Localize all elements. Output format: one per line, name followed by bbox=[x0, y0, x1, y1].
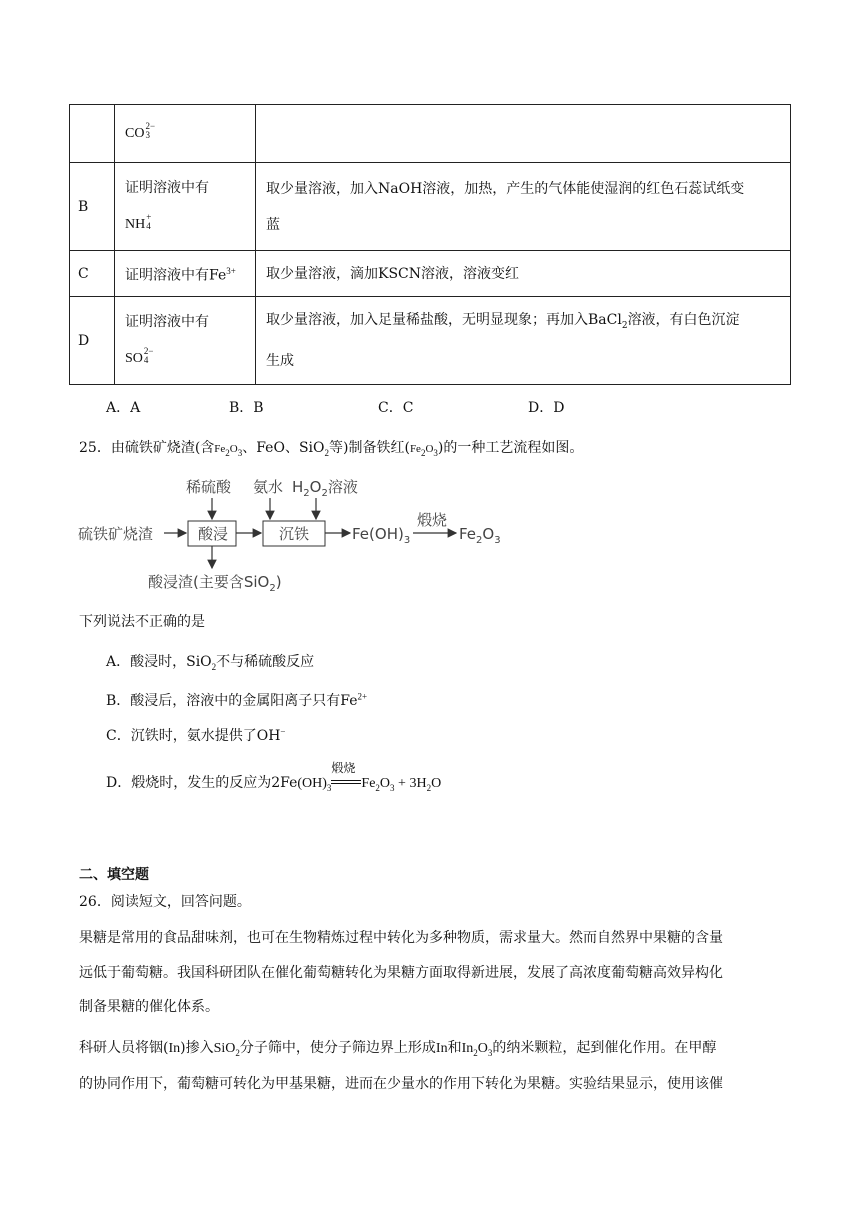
method-text: 取少量溶液，加入NaOH溶液，加热，产生的气体能使湿润的红色石蕊试纸变 bbox=[266, 180, 745, 197]
formula: In bbox=[435, 1041, 448, 1056]
purpose-text: 证明溶液中有Fe bbox=[125, 267, 227, 284]
formula: In bbox=[461, 1041, 474, 1056]
ion-subscript: 4 bbox=[146, 221, 151, 231]
table-row bbox=[70, 105, 791, 163]
subscript: 2 bbox=[420, 447, 426, 458]
flow-reagent-label: 稀硫酸 bbox=[186, 478, 232, 496]
option-d bbox=[106, 761, 442, 793]
choice-b: B．B bbox=[229, 400, 264, 416]
option-cell: B bbox=[70, 163, 115, 251]
subscript: 2 bbox=[225, 447, 230, 458]
options-table bbox=[69, 104, 791, 385]
method-text: 取少量溶液，加入足量稀盐酸，无明显现象；再加入BaCl bbox=[266, 311, 622, 328]
process-flow-diagram bbox=[78, 470, 518, 600]
option-a bbox=[106, 651, 314, 672]
formula: O bbox=[379, 776, 391, 791]
subscript: 2 bbox=[375, 782, 380, 793]
method-text: 溶液，有白色沉淀 bbox=[627, 311, 740, 328]
flow-input-label: 硫铁矿烧渣 bbox=[78, 525, 154, 543]
flow-box-label: 酸浸 bbox=[198, 525, 229, 543]
paragraph-line: 的协同作用下，葡萄糖可转化为甲基果糖，进而在少量水的作用下转化为果糖。实验结果显示，使用该催 bbox=[79, 1076, 723, 1092]
paragraph-line: 制备果糖的催化体系。 bbox=[79, 999, 219, 1015]
ion-subscript: 3 bbox=[145, 130, 150, 140]
option-cell: D bbox=[70, 297, 115, 385]
flow-arrow-label: 煅烧 bbox=[417, 511, 448, 529]
subscript: 3 bbox=[487, 1047, 493, 1058]
ion-formula: NH bbox=[125, 217, 146, 232]
choice-c: C．C bbox=[378, 400, 414, 416]
question-26-stem: 26．阅读短文，回答问题。 bbox=[79, 894, 251, 910]
reaction-condition bbox=[331, 761, 361, 790]
flow-product-label: $Fe_2O_3$ bbox=[459, 525, 501, 546]
ion-subscript: 4 bbox=[143, 355, 149, 365]
formula: Fe bbox=[409, 443, 421, 455]
superscript: − bbox=[280, 726, 286, 737]
formula: Fe bbox=[361, 776, 376, 791]
option-text: B．酸浸后，溶液中的金属阳离子只有Fe bbox=[106, 693, 358, 709]
stem-text: 、FeO、SiO bbox=[242, 440, 325, 456]
formula: O bbox=[425, 443, 434, 455]
flow-reagent-label: 氨水 bbox=[253, 478, 284, 496]
text: )掺入 bbox=[180, 1040, 214, 1056]
ion-charge: 2− bbox=[145, 121, 156, 131]
purpose-cell bbox=[115, 251, 256, 297]
subscript: 3 bbox=[433, 447, 438, 458]
question-prompt: 下列说法不正确的是 bbox=[79, 614, 205, 630]
question-25-stem bbox=[79, 437, 583, 458]
stem-text: 等)制备铁红( bbox=[329, 440, 410, 456]
option-cell: C bbox=[70, 251, 115, 297]
table-row bbox=[70, 163, 791, 251]
section-heading: 二、填空题 bbox=[79, 867, 149, 883]
subscript: 2 bbox=[473, 1047, 478, 1058]
paragraph-line bbox=[79, 1037, 716, 1058]
option-cell bbox=[70, 105, 115, 163]
stem-text: 25．由硫铁矿烧渣(含 bbox=[79, 440, 215, 456]
method-cell bbox=[256, 297, 791, 385]
purpose-cell bbox=[115, 105, 256, 163]
method-text: 蓝 bbox=[266, 216, 280, 233]
flow-reagent-label: $H_2O_2$溶液 bbox=[292, 478, 358, 499]
method-text: 生成 bbox=[266, 353, 294, 370]
paragraph-line: 远低于葡萄糖。我国科研团队在催化葡萄糖转化为果糖方面取得新进展，发展了高浓度葡萄糖高效异构化 bbox=[79, 965, 723, 981]
ion-charge: 3+ bbox=[226, 266, 236, 277]
formula: Fe bbox=[214, 443, 226, 455]
option-b bbox=[106, 690, 367, 710]
text: 和 bbox=[447, 1040, 462, 1056]
superscript: 2+ bbox=[357, 691, 368, 702]
ion-formula: CO bbox=[125, 126, 145, 141]
subscript: 2 bbox=[426, 782, 432, 793]
purpose-text: 证明溶液中有 bbox=[125, 180, 209, 196]
choice-d: D．D bbox=[528, 400, 565, 416]
method-cell bbox=[256, 105, 791, 163]
equals-sign bbox=[331, 780, 361, 784]
purpose-cell bbox=[115, 297, 256, 385]
method-cell: 取少量溶液，滴加KSCN溶液，溶液变红 bbox=[256, 251, 791, 297]
formula: + 3H bbox=[394, 776, 427, 791]
ion-formula: SO bbox=[125, 351, 143, 366]
formula: O bbox=[431, 776, 442, 791]
method-cell bbox=[256, 163, 791, 251]
stem-text: )的一种工艺流程如图。 bbox=[437, 440, 584, 456]
formula: O bbox=[477, 1041, 488, 1056]
option-text: D．煅烧时，发生的反应为2Fe bbox=[106, 775, 298, 791]
ion-charge: 2− bbox=[143, 346, 154, 356]
table-row bbox=[70, 251, 791, 297]
option-text: A．酸浸时，SiO bbox=[106, 654, 212, 670]
text: 分子筛中，使分子筛边界上形成 bbox=[239, 1040, 436, 1056]
flow-box-label: 沉铁 bbox=[279, 525, 310, 543]
condition-label: 煅烧 bbox=[331, 761, 356, 775]
option-text: 不与稀硫酸反应 bbox=[216, 654, 315, 670]
option-c bbox=[106, 725, 285, 745]
subscript: 2 bbox=[235, 1047, 240, 1058]
subscript: 2 bbox=[211, 661, 217, 672]
purpose-text: 证明溶液中有 bbox=[125, 314, 209, 330]
subscript: 3 bbox=[237, 447, 243, 458]
subscript: 2 bbox=[621, 320, 628, 331]
subscript: 3 bbox=[326, 782, 332, 793]
subscript: 2 bbox=[324, 447, 329, 458]
purpose-cell bbox=[115, 163, 256, 251]
formula: O bbox=[229, 443, 238, 455]
formula: (OH) bbox=[297, 776, 327, 791]
formula: In bbox=[168, 1041, 181, 1056]
subscript: 3 bbox=[390, 782, 395, 793]
text: 科研人员将铟( bbox=[79, 1040, 169, 1056]
text: 的纳米颗粒，起到催化作用。在甲醇 bbox=[492, 1040, 717, 1056]
formula: SiO bbox=[213, 1041, 236, 1056]
paragraph-line: 果糖是常用的食品甜味剂，也可在生物精炼过程中转化为多种物质，需求量大。然而自然界中果糖的含量 bbox=[79, 930, 723, 946]
table-row bbox=[70, 297, 791, 385]
option-text: C．沉铁时，氨水提供了OH bbox=[106, 728, 281, 744]
flow-product-label: $Fe(OH)_3$ bbox=[352, 525, 411, 546]
flow-residue-label: 酸浸渣(主要含SiO$_2$) bbox=[148, 573, 282, 594]
choice-a: A．A bbox=[106, 400, 141, 416]
ion-charge: + bbox=[146, 212, 152, 222]
